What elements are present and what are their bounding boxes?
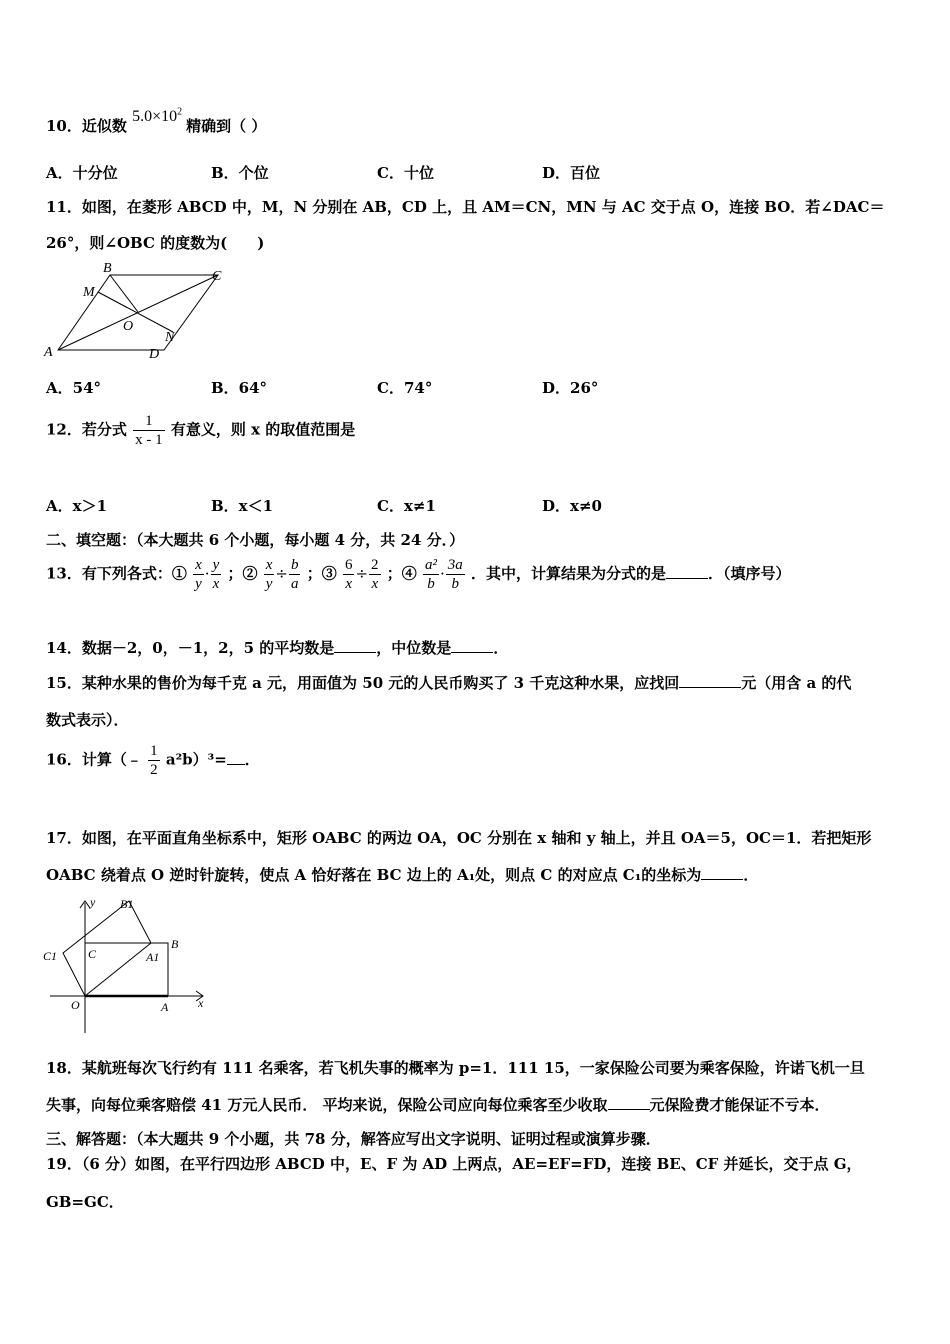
q17-stem-line2: OABC 绕着点 O 逆时针旋转，使点 A 恰好落在 BC 边上的 A₁处，则点 C 的对应点 C₁的坐标为 ． (46, 866, 759, 884)
q15-stem-line2: 数式表示）． (46, 711, 129, 729)
q13-expr2-frac2: $\frac{b}{a}$ (290, 557, 299, 592)
q13-expr1-frac2: $\frac{y}{x}$ (212, 557, 220, 592)
q10-option-a: A．十分位 (46, 164, 118, 182)
section-fill-in-heading: 二、填空题：（本大题共 6 个小题，每小题 4 分，共 24 分．） (46, 531, 465, 549)
q13-expr4-frac1: $\frac{\text{a²}}{b}$ (425, 557, 438, 592)
q10-option-c: C．十位 (377, 164, 434, 182)
q17-label-b: B (171, 937, 179, 951)
q17-label-a: A (161, 1000, 169, 1014)
q16-stem: 16．计算（﹣ $\frac{1}{2}$ a²b）³= ． (46, 743, 260, 778)
q18-stem-line2: 失事，向每位乘客赔偿 41 万元人民币． 平均来说，保险公司应向每位乘客至少收取 元保险费才能保证不亏本． (46, 1096, 830, 1114)
q14-stem: 14．数据－2，0，－1，2，5 的平均数是 ，中位数是 ． (46, 639, 509, 657)
q17-stem-line1: 17．如图，在平面直角坐标系中，矩形 OABC 的两边 OA，OC 分别在 x 轴和 y 轴上，并且 OA＝5，OC＝1．若把矩形 (46, 829, 872, 847)
q11-label-a: A (44, 345, 53, 360)
q10-option-b: B．个位 (211, 164, 269, 182)
q11-label-o: O (123, 319, 134, 334)
q12-fraction: $\frac{1}{x - 1}$ (135, 413, 163, 448)
q15-stem-line1: 15．某种水果的售价为每千克 a 元，用面值为 50 元的人民币购买了 3 千克这种水果，应找回 元（用含 a 的代 (46, 674, 852, 692)
q15-answer-blank (679, 687, 741, 688)
q11-option-c: C．74° (377, 379, 433, 397)
q11-option-a: A．54° (46, 379, 102, 397)
q17-label-b1: B1 (120, 897, 134, 911)
q17-coordinate-figure (40, 893, 220, 1038)
q17-label-x: x (198, 996, 204, 1010)
q17-label-c1: C1 (43, 949, 58, 963)
q13-expr4-frac2: $\frac{3a}{b}$ (447, 557, 463, 592)
q16-answer-blank (227, 764, 245, 765)
q11-label-c: C (212, 269, 222, 284)
q12-option-c: C．x≠1 (377, 497, 436, 515)
q16-fraction: $\frac{1}{2}$ (150, 743, 158, 778)
q13-expr3-frac2: $\frac{2}{x}$ (371, 557, 379, 592)
q11-label-n: N (165, 330, 175, 345)
q10-option-d: D．百位 (542, 164, 601, 182)
q13-stem: 13．有下列各式：① $\frac{x}{y}$ · $\frac{y}{x}$ ；② $\frac{x}{y}$ ÷ $\frac{b}{a}$ ；③ $\frac{6}{x}$ ÷ $\frac{2}{x}$ ；④ $\frac{\text{a²}}{b}$ · $\frac{3a}{b}$ ．其中，计算结果为分式的是 ．（填序号） (46, 557, 791, 592)
q17-label-y: y (90, 895, 96, 909)
q19-stem-line1: 19．（6 分）如图，在平行四边形 ABCD 中，E、F 为 AD 上两点，AE=EF=FD，连接 BE、CF 并延长，交于点 G， (46, 1155, 862, 1173)
q13-expr2-frac1: $\frac{x}{y}$ (265, 557, 273, 592)
q19-stem-line2: GB=GC． (46, 1193, 124, 1211)
q11-option-d: D．26° (542, 379, 599, 397)
q11-option-b: B．64° (211, 379, 268, 397)
q12-option-b: B．x＜1 (211, 497, 274, 515)
section-solve-heading: 三、解答题：（本大题共 9 个小题，共 78 分，解答应写出文字说明、证明过程或演算步骤． (46, 1130, 661, 1148)
q11-stem-line1: 11．如图，在菱形 ABCD 中，M，N 分别在 AB，CD 上，且 AM＝CN，MN 与 AC 交于点 O，连接 BO．若∠DAC＝ (46, 198, 885, 216)
q13-expr1-frac1: $\frac{x}{y}$ (195, 557, 202, 592)
q11-label-b: B (103, 261, 112, 276)
q13-expr3-frac1: $\frac{6}{x}$ (344, 557, 353, 592)
q10-stem: 10．近似数 $5.0\times 10^2$ 精确到（ ） (46, 106, 267, 135)
q11-label-d: D (149, 347, 160, 362)
q17-label-o: O (71, 998, 80, 1012)
q11-label-m: M (83, 285, 95, 300)
q11-rhombus-figure (40, 260, 240, 365)
q12-stem: 12．若分式 $\frac{1}{x - 1}$ 有意义，则 x 的取值范围是 (46, 413, 356, 448)
q17-label-c: C (88, 947, 97, 961)
q17-label-a1: A1 (146, 950, 160, 964)
q18-answer-blank (608, 1109, 650, 1110)
q10-number: $5.0\times 10^2$ (132, 106, 183, 125)
q14-mean-blank (334, 652, 376, 653)
q18-stem-line1: 18．某航班每次飞行约有 111 名乘客，若飞机失事的概率为 p=1．111 15，一家保险公司要为乘客保险，许诺飞机一旦 (46, 1059, 865, 1077)
q12-option-a: A．x＞1 (46, 497, 108, 515)
q13-answer-blank (666, 578, 708, 579)
q12-option-d: D．x≠0 (542, 497, 602, 515)
q11-stem-line2: 26°，则∠OBC 的度数为( ) (46, 234, 265, 252)
q14-median-blank (451, 652, 493, 653)
q17-answer-blank (701, 879, 743, 880)
